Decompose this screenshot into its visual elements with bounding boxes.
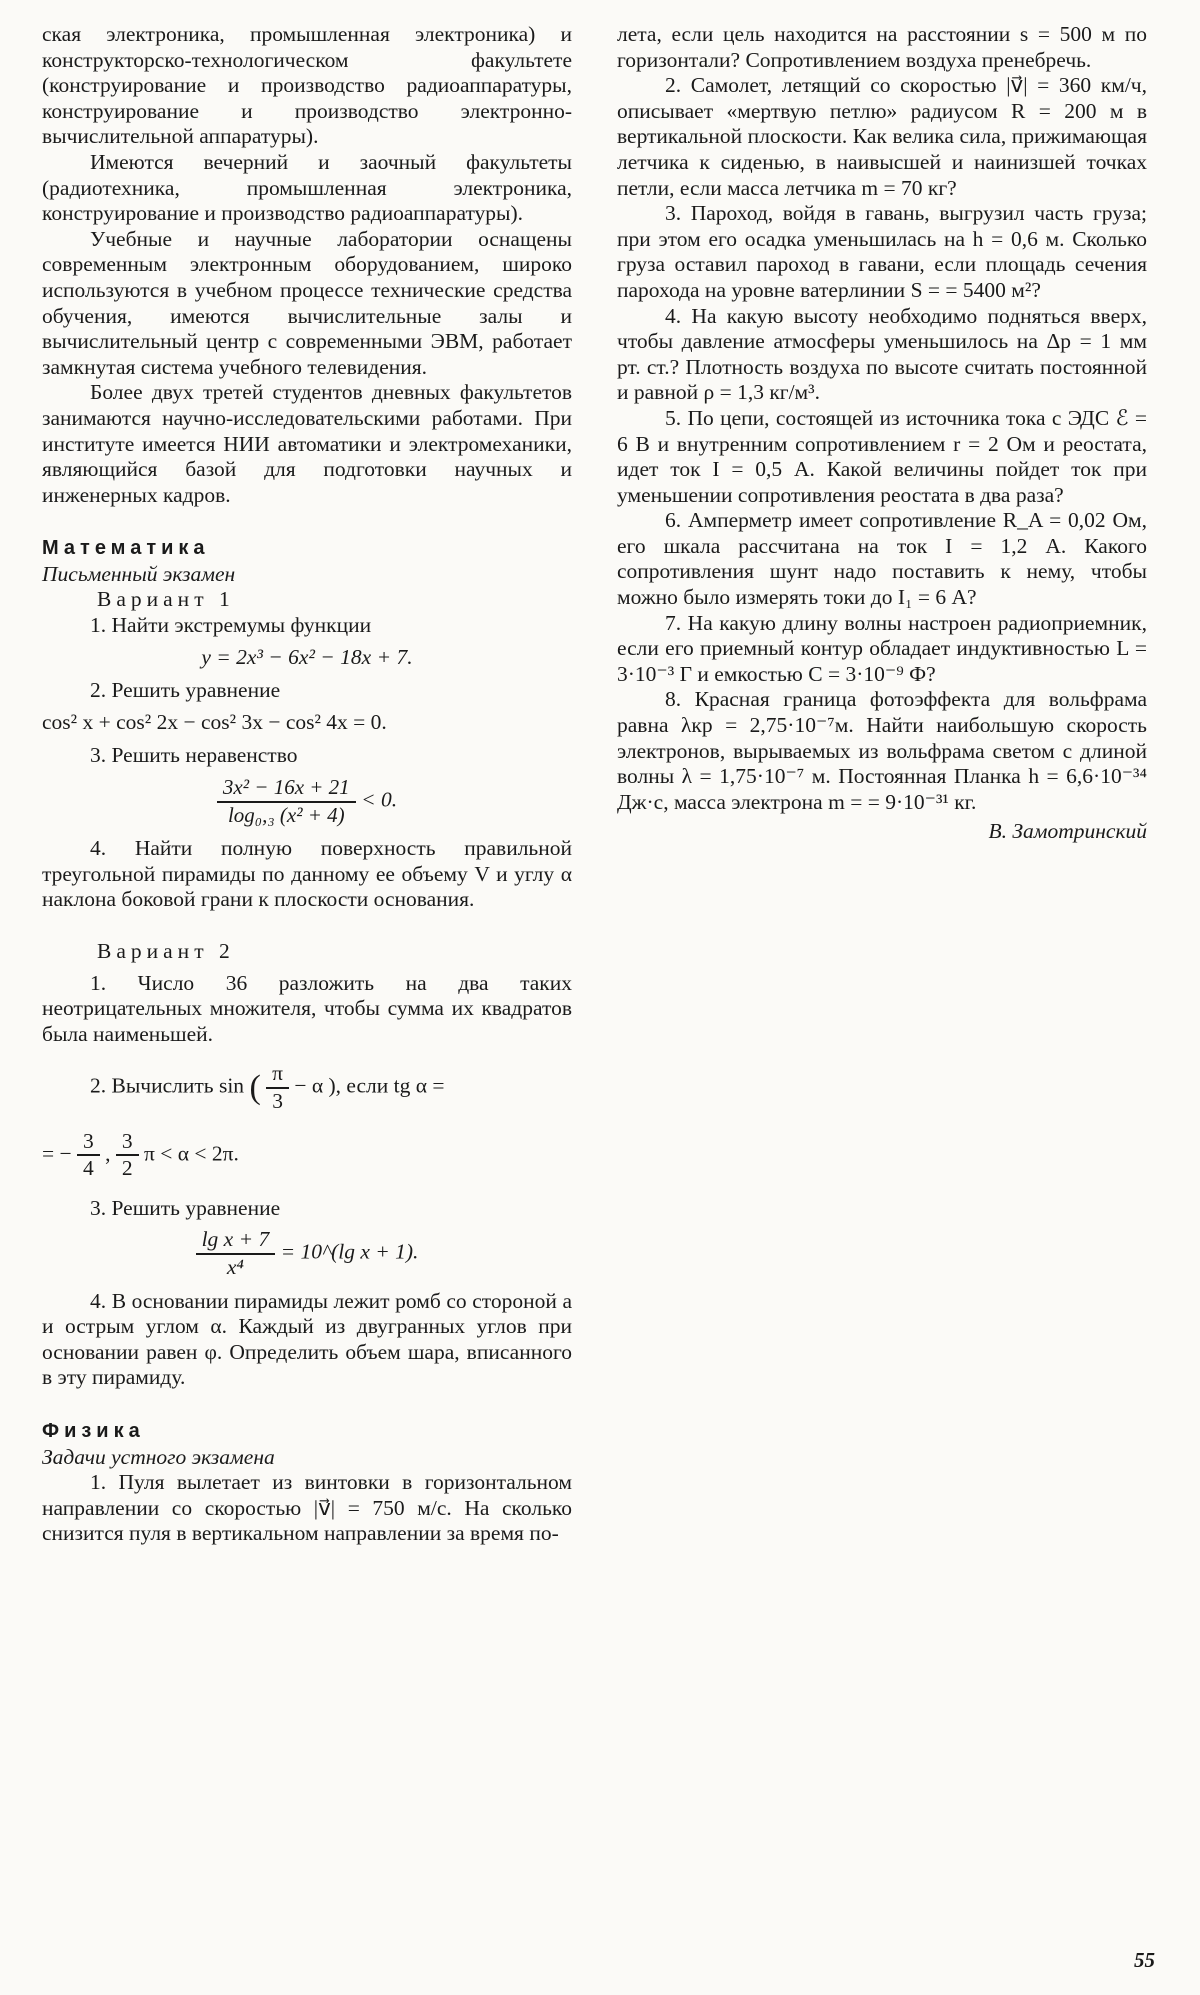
problem-text: 1. Найти экстремумы функции — [90, 613, 372, 638]
problem-text: 3. Решить уравнение — [90, 1195, 281, 1220]
problem-text: 1. Пуля вылетает из винтовки в горизонтальном направлении со скоростью |v⃗| = 750 м/с. На сколько снизится пуля в вертикальном направлении за время по- — [42, 1470, 572, 1546]
problem-text: − α ), если tg α = — [294, 1073, 445, 1098]
equation-formula — [42, 1227, 572, 1280]
denominator: 3 — [272, 1088, 283, 1113]
problem-2-line — [42, 1061, 572, 1114]
problem-text: 6. Амперметр имеет сопротивление R_A = 0,02 Ом, его шкала рассчитана на ток I = 1,2 А. Какого сопротивления шунт надо поставить к нему, чтобы можно было измерять токи до I₁ = 6 А? — [617, 508, 1147, 610]
problem-text: 2. Решить уравнение — [90, 678, 281, 703]
problem-text: 4. Найти полную поверхность правильной треугольной пирамиды по данному ее объему V и углу α наклона боковой грани к плоскости основания. — [42, 836, 572, 912]
fraction-3-2 — [116, 1129, 139, 1182]
problem-text: 4. На какую высоту необходимо подняться вверх, чтобы давление атмосферы уменьшилось на Δp = 1 мм рт. ст.? Плотность воздуха по высоте считать постоянной и равной ρ = 1,3 кг/м³. — [617, 303, 1147, 405]
left-column — [42, 22, 572, 1547]
numerator: lg x + 7 — [196, 1227, 276, 1255]
section-heading-physics: Физика — [42, 1419, 145, 1442]
paragraph: Имеются вечерний и заочный факультеты (радиотехника, промышленная электроника, конструирование и производство радиоаппаратуры). — [42, 149, 572, 226]
problem-text: 4. В основании пирамиды лежит ромб со стороной a и острым углом α. Каждый из двугранных углов при основании равен φ. Определить объем шара, вписанного в эту пирамиду. — [42, 1288, 572, 1390]
problem-text: 8. Красная граница фотоэффекта для вольфрама равна λкр = 2,75·10⁻⁷м. Найти наибольшую скорость электронов, вырываемых из вольфрама светом с длиной волны λ = 1,75·10⁻⁷ м. Постоянная Планка h = 6,6·10⁻³⁴ Дж·с, масса электрона m = = 9·10⁻³¹ кг. — [617, 687, 1147, 814]
numerator: 3 — [77, 1129, 100, 1157]
variant-2-label: Вариант 2 — [97, 939, 235, 963]
author-signature: В. Замотринский — [988, 819, 1147, 844]
paragraph: ская электроника, промышленная электроника) и конструкторско-технологическом факультете (конструирование и производство радиоаппаратуры, конструирование и производство электронно-вычислительной аппаратуры). — [42, 22, 572, 149]
section-subheading-oral-exam: Задачи устного экзамена — [42, 1444, 275, 1469]
denominator: 4 — [83, 1156, 94, 1181]
problem-text: 5. По цепи, состоящей из источника тока с ЭДС ℰ = 6 В и внутренним сопротивлением r = 2 Ом и реостата, идет ток I = 0,5 А. Какой величины пойдет ток при уменьшении сопротивления реостата в два раза? — [617, 405, 1147, 507]
problem-2-condition — [42, 1129, 572, 1182]
math-text: , — [105, 1141, 111, 1166]
relation: < 0. — [361, 787, 398, 812]
problem-text: 2. Самолет, летящий со скоростью |v⃗| = 360 км/ч, описывает «мертвую петлю» радиусом R = 200 м в вертикальной плоскости. Как велика сила, прижимающая летчика к сиденью, в наивысшей и наинизшей точках петли, если масса летчика m = 70 кг? — [617, 73, 1147, 200]
denominator: log₀,₃ (x² + 4) — [227, 802, 345, 827]
fraction — [196, 1227, 276, 1280]
problem-text: 1. Число 36 разложить на два таких неотрицательных множителя, чтобы сумма их квадратов была наименьшей. — [42, 970, 572, 1046]
fraction-3-4 — [77, 1129, 100, 1182]
section-heading-math: Математика — [42, 537, 210, 560]
math-text: = − — [42, 1141, 72, 1166]
problem-text: 2. Вычислить sin — [90, 1073, 245, 1098]
paragraph: Учебные и научные лаборатории оснащены современным электронным оборудованием, широко используются в учебном процессе технические средства обучения, имеются вычислительные залы и вычислительный центр с современными ЭВМ, работает замкнутая система учебного телевидения. — [42, 226, 572, 379]
paren-open: ( — [249, 1069, 261, 1107]
right-column — [617, 22, 1147, 845]
numerator: 3 — [116, 1129, 139, 1157]
formula: y = 2x³ − 6x² − 18x + 7. — [201, 644, 413, 669]
problem-text: 3. Пароход, войдя в гавань, выгрузил часть груза; при этом его осадка уменьшилась на h = 0,6 м. Сколько груза оставил пароход в гавани, если площадь сечения парохода на уровне ватерлинии S = = 5400 м²? — [617, 201, 1147, 302]
page-number: 55 — [1134, 1948, 1155, 1972]
paragraph: Более двух третей студентов дневных факультетов занимаются научно-исследовательскими работами. При институте имеется НИИ автоматики и электромеханики, являющийся базой для подготовки научных и инженерных кадров. — [42, 380, 572, 507]
section-subheading-written-exam: Письменный экзамен — [42, 561, 236, 586]
problem-text: 7. На какую длину волны настроен радиоприемник, если его приемный контур обладает индуктивностью L = 3·10⁻³ Г и емкостью C = 3·10⁻⁹ Ф? — [617, 610, 1147, 686]
numerator: π — [266, 1061, 289, 1089]
fraction — [217, 775, 356, 828]
denominator: x⁴ — [226, 1254, 244, 1279]
numerator: 3x² − 16x + 21 — [217, 775, 356, 803]
denominator: 2 — [121, 1156, 133, 1181]
paragraph: лета, если цель находится на расстоянии s = 500 м по горизонтали? Сопротивлением воздуха пренебречь. — [617, 22, 1147, 72]
fraction-pi-3 — [266, 1061, 289, 1114]
formula: cos² x + cos² 2x − cos² 3x − cos² 4x = 0. — [42, 709, 387, 734]
math-text: π < α < 2π. — [144, 1141, 239, 1166]
rhs: = 10^(lg x + 1). — [280, 1239, 419, 1264]
problem-text: 3. Решить неравенство — [90, 743, 298, 768]
variant-1-label: Вариант 1 — [97, 587, 235, 612]
inequality-formula — [42, 775, 572, 828]
